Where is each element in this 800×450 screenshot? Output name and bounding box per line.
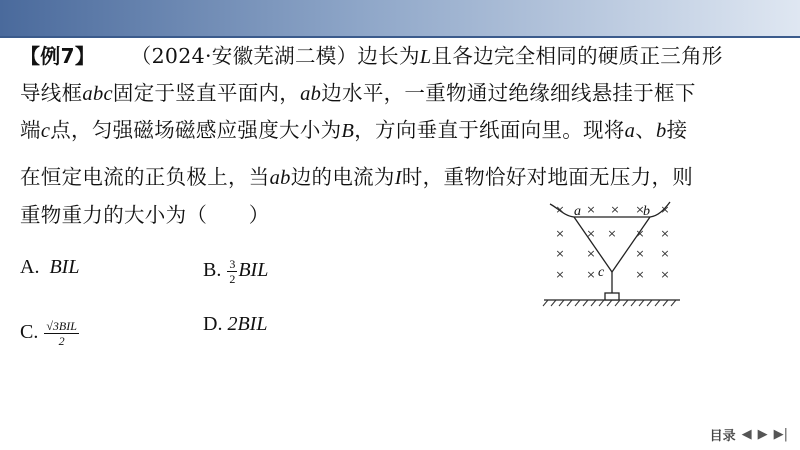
field-mark: ×	[555, 203, 565, 216]
field-mark: ×	[607, 227, 617, 240]
magnetic-field-marks	[555, 203, 669, 281]
last-slide-icon[interactable]: ▶|	[773, 427, 788, 442]
edge-ac	[574, 217, 612, 272]
field-mark: ×	[635, 247, 645, 260]
field-mark: ×	[586, 268, 596, 281]
option-a[interactable]: A. BIL	[20, 256, 80, 278]
question-line-5: 重物重力的大小为（ ）	[20, 203, 270, 227]
field-mark: ×	[555, 247, 565, 260]
option-d[interactable]: D. 2BIL	[203, 313, 268, 335]
field-mark: ×	[555, 227, 565, 240]
next-slide-icon[interactable]: ▶	[757, 427, 768, 442]
field-mark: ×	[586, 227, 596, 240]
vertex-label-c: c	[598, 265, 605, 280]
option-c-fraction: $\frac{\text{√3BIL}}{2}$	[46, 318, 77, 348]
menu-button[interactable]: 目录	[709, 429, 736, 444]
triangle-frame-diagram	[540, 196, 690, 314]
field-mark: ×	[660, 227, 670, 240]
option-c[interactable]: C. $\frac{\text{√3BIL}}{2}$	[20, 318, 77, 348]
option-b-fraction: $\frac{3}{2}$	[229, 256, 236, 286]
question-line-4: 在恒定电流的正负极上，当ab边的电流为I时，重物恰好对地面无压力，则	[20, 165, 694, 189]
example-tag: 【例7】	[20, 44, 96, 68]
weight-block	[605, 293, 619, 300]
edge-bc	[612, 217, 650, 272]
field-mark: ×	[555, 268, 565, 281]
ground-hatch	[543, 300, 676, 306]
field-mark: ×	[635, 227, 645, 240]
field-mark: ×	[586, 247, 596, 260]
field-mark: ×	[635, 203, 645, 216]
vertex-label-b: b	[643, 204, 650, 219]
field-mark: ×	[660, 247, 670, 260]
slide-navigation	[710, 425, 788, 444]
field-mark: ×	[660, 203, 670, 216]
question-line-2: 导线框abc固定于竖直平面内，ab边水平，一重物通过绝缘细线悬挂于框下	[20, 81, 696, 105]
field-mark: ×	[586, 203, 596, 216]
field-mark: ×	[660, 268, 670, 281]
prev-slide-icon[interactable]: ◀	[741, 427, 752, 442]
vertex-label-a: a	[574, 204, 581, 219]
top-banner	[0, 0, 800, 36]
option-b[interactable]: B. $\frac{3}{2}$ BIL	[203, 256, 269, 286]
question-line-1: 【例7】 （2024·安徽芜湖二模）边长为L且各边完全相同的硬质正三角形	[20, 44, 723, 68]
question-line-3: 端c点，匀强磁场磁感应强度大小为B，方向垂直于纸面向里。现将a、b接	[20, 118, 688, 142]
field-mark: ×	[610, 203, 620, 216]
question-source: （2024·安徽芜湖二模）	[130, 44, 358, 68]
top-divider	[0, 36, 800, 38]
field-mark: ×	[635, 268, 645, 281]
